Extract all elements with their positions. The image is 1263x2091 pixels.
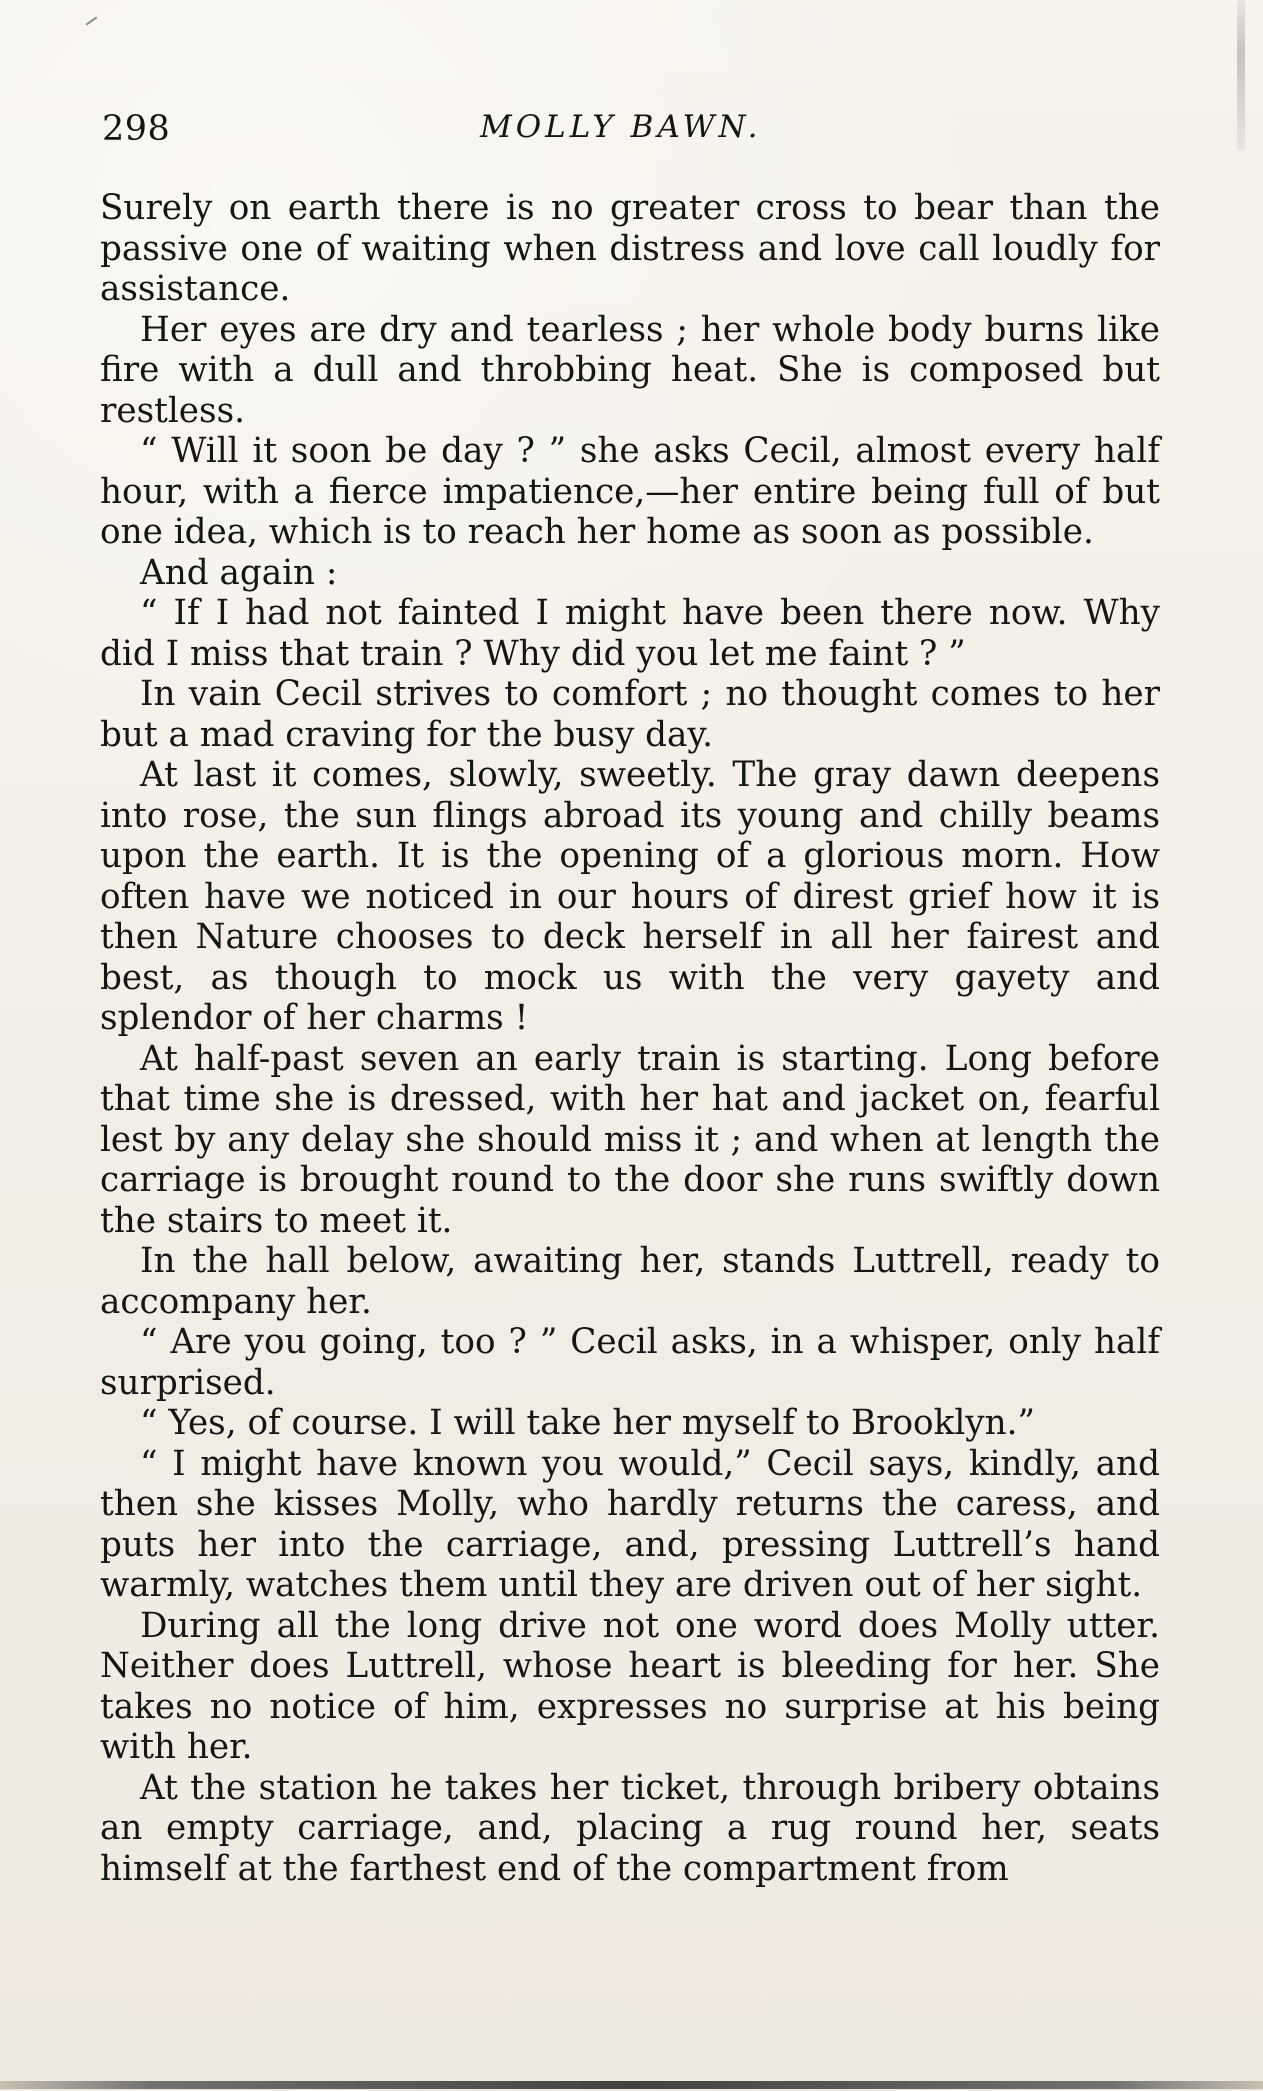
paragraph-6: In vain Cecil strives to comfort ; no thought comes to her but a mad craving for the busy day.: [100, 674, 1160, 755]
paragraph-9: In the hall below, awaiting her, stands Luttrell, ready to accompany her.: [100, 1241, 1160, 1322]
paragraph-12: “ I might have known you would,” Cecil says, kindly, and then she kisses Molly, who hardly returns the caress, and puts her into the carriage, and, pressing Luttrell’s hand warmly, watches them until they are driven out of her sight.: [100, 1443, 1160, 1605]
paragraph-3: “ Will it soon be day ? ” she asks Cecil, almost every half hour, with a fierce impatience,—her entire being full of but one idea, which is to reach her home as soon as possible.: [100, 431, 1160, 552]
page-header: [0, 109, 1263, 162]
paragraph-1: Surely on earth there is no greater cross to bear than the passive one of waiting when distress and love call loudly for assistance.: [100, 188, 1160, 309]
paragraph-11: “ Yes, of course. I will take her myself to Brooklyn.”: [140, 1403, 1035, 1443]
stray-ink-mark: [86, 16, 98, 25]
paragraph-7: At last it comes, slowly, sweetly. The gray dawn deepens into rose, the sun flings abroad its young and chilly beams upon the earth. It is the opening of a glorious morn. How often have we noticed in our hours of direst grief how it is then Nature chooses to deck herself in all her fairest and best, as though to mock us with the very gayety and splendor of her charms !: [100, 755, 1160, 1038]
page-body-text: [100, 188, 1160, 1889]
paragraph-14: At the station he takes her ticket, through bribery obtains an empty carriage, and, placing a rug round her, seats himself at the farthest end of the compartment from: [100, 1767, 1160, 1889]
page-number: 298: [102, 109, 171, 149]
bottom-edge-rule: [0, 2081, 1263, 2089]
paragraph-5: “ If I had not fainted I might have been there now. Why did I miss that train ? Why did you let me faint ? ”: [100, 593, 1160, 674]
paragraph-10: “ Are you going, too ? ” Cecil asks, in a whisper, only half surprised.: [100, 1322, 1160, 1403]
paragraph-13: During all the long drive not one word does Molly utter. Neither does Luttrell, whose heart is bleeding for her. She takes no notice of him, expresses no surprise at his being with her.: [100, 1605, 1160, 1767]
running-head: MOLLY BAWN.: [480, 109, 762, 145]
paragraph-2: Her eyes are dry and tearless ; her whole body burns like fire with a dull and throbbing heat. She is composed but restless.: [100, 309, 1160, 431]
paragraph-8: At half-past seven an early train is starting. Long before that time she is dressed, with her hat and jacket on, fearful lest by any delay she should miss it ; and when at length the carriage is brought round to the door she runs swiftly down the stairs to meet it.: [100, 1038, 1160, 1241]
paragraph-4: And again :: [140, 552, 338, 593]
